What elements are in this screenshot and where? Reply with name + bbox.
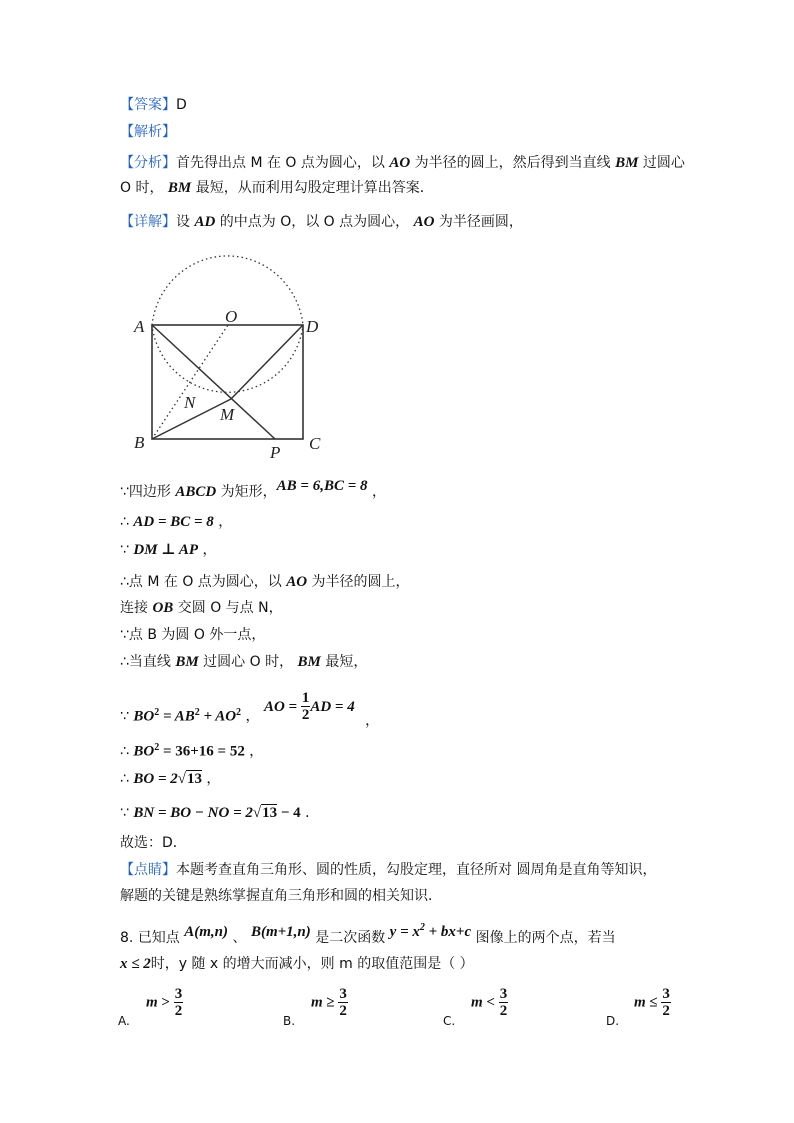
math: ≤ bbox=[645, 994, 662, 1011]
text: ∴ bbox=[120, 771, 134, 787]
xiangjie-label: 【详解】 bbox=[120, 214, 176, 230]
text: 本题考查直角三角形、圆的性质，勾股定理，直径所对 圆周角是直角等知识， bbox=[176, 862, 657, 878]
label-o: O bbox=[225, 307, 238, 326]
fraction bbox=[661, 986, 671, 1019]
text: 解题的关键是熟练掌握直角三角形和圆的相关知识． bbox=[120, 888, 442, 904]
xiangjie-line bbox=[120, 212, 523, 232]
dianjing-line-1 bbox=[120, 860, 656, 880]
text: ， bbox=[201, 771, 221, 787]
step-4 bbox=[120, 572, 410, 592]
equation-4: ∵ BN = BO − NO = 2√13 − 4 ． bbox=[120, 805, 320, 821]
fraction bbox=[338, 986, 348, 1019]
option-expression bbox=[146, 986, 183, 1019]
segment-dm bbox=[231, 325, 303, 399]
fraction bbox=[499, 986, 509, 1019]
ao-expression bbox=[263, 690, 355, 723]
numerator: 3 bbox=[174, 986, 183, 1002]
option-label: C. bbox=[443, 1014, 456, 1028]
denominator: 2 bbox=[301, 707, 310, 723]
option-label: A. bbox=[118, 1014, 130, 1028]
text: 为半径画圆， bbox=[434, 214, 523, 230]
text: 故选：D． bbox=[120, 835, 187, 851]
math: AD bbox=[194, 214, 216, 230]
function-expression: $y = x^2 + bx+c$ bbox=[389, 922, 472, 940]
math: DM ⊥ AP bbox=[133, 542, 199, 558]
label-m: M bbox=[220, 405, 235, 424]
math: + bx+c bbox=[424, 924, 472, 940]
math: − 4 bbox=[277, 805, 301, 821]
text: 交圆 O 与点 N， bbox=[173, 600, 283, 616]
fenxi-line-1 bbox=[120, 153, 685, 173]
math: ≥ bbox=[322, 994, 339, 1011]
denominator: 2 bbox=[339, 1003, 347, 1019]
dianjing-line-2 bbox=[120, 886, 442, 906]
text: ∵ bbox=[120, 542, 134, 558]
text: 设 bbox=[176, 214, 195, 230]
math: BO = 2 bbox=[133, 771, 178, 787]
text: 过圆心 O 时， bbox=[198, 654, 298, 670]
text: O 时， bbox=[120, 180, 168, 196]
question-line-1 bbox=[120, 924, 616, 948]
text: ， bbox=[198, 542, 217, 558]
step-1 bbox=[120, 478, 386, 502]
math: AO bbox=[286, 574, 308, 590]
math: BM bbox=[615, 155, 639, 171]
geometry-diagram bbox=[120, 240, 340, 470]
text: ∴点 M 在 O 点为圆心，以 bbox=[120, 574, 287, 590]
math: A(m,n) bbox=[184, 924, 229, 940]
circle-lower-arc bbox=[152, 325, 303, 392]
segment-ap bbox=[152, 325, 275, 439]
label-a: A bbox=[134, 317, 145, 336]
text: ∵点 B 为圆 O 外一点， bbox=[120, 627, 266, 643]
text: 连接 bbox=[120, 600, 153, 616]
math: x ≤ 2 bbox=[120, 956, 151, 972]
text: ∴当直线 bbox=[120, 654, 176, 670]
text: 时，y 随 x 的增大而减小，则 m 的取值范围是（ ） bbox=[150, 956, 474, 972]
math: AD = BC = 8 bbox=[133, 514, 214, 530]
math: BM bbox=[297, 654, 321, 670]
fenxi-line-2 bbox=[120, 178, 434, 198]
math: m bbox=[146, 994, 158, 1011]
math: BM bbox=[175, 654, 199, 670]
option-expression bbox=[634, 986, 671, 1019]
equation-1: ∵ $BO^2 = AB^2 + AO^2$ ， AO = $\frac{1}{2}$ AD = 4 ， bbox=[120, 690, 380, 729]
text: ∵ bbox=[120, 805, 134, 821]
label-b: B bbox=[134, 433, 145, 452]
step-6 bbox=[120, 625, 265, 645]
step-3 bbox=[120, 540, 217, 560]
step-7 bbox=[120, 652, 367, 672]
math: BO bbox=[133, 708, 155, 725]
analysis-heading bbox=[120, 122, 176, 142]
math: BN = BO − NO = 2 bbox=[133, 805, 253, 821]
text: 为半径的圆上， bbox=[307, 574, 410, 590]
text: 最短， bbox=[320, 654, 368, 670]
text: 最短，从而利用勾股定理计算出答案． bbox=[191, 180, 434, 196]
math: AO bbox=[389, 155, 411, 171]
equation-3: ∴ BO = 2√13 ， bbox=[120, 771, 221, 787]
text: 已知点 bbox=[137, 930, 185, 946]
math: = AB bbox=[159, 708, 195, 725]
fraction bbox=[301, 690, 311, 723]
answer-value: D bbox=[176, 97, 187, 113]
math: AO = bbox=[263, 698, 301, 715]
numerator: 3 bbox=[662, 986, 670, 1002]
label-d: D bbox=[306, 317, 319, 336]
text: 图像上的两个点，若当 bbox=[471, 930, 616, 946]
radicand: 13 bbox=[186, 771, 202, 787]
text: 为矩形， bbox=[216, 484, 277, 500]
numerator: 3 bbox=[499, 986, 508, 1002]
radicand: 13 bbox=[262, 805, 278, 821]
numerator: 1 bbox=[301, 690, 310, 706]
equation-2: ∴ $BO^2 = 36+16 = 52$ ， bbox=[120, 742, 264, 760]
text: 为半径的圆上，然后得到当直线 bbox=[410, 155, 616, 171]
analysis-label: 【解析】 bbox=[120, 124, 176, 140]
math: m bbox=[311, 994, 323, 1011]
denominator: 2 bbox=[174, 1003, 183, 1019]
math: ABCD bbox=[175, 484, 217, 500]
answer-label: 【答案】 bbox=[120, 97, 176, 113]
text: 首先得出点 M 在 O 点为圆心，以 bbox=[176, 155, 390, 171]
text: ， bbox=[367, 484, 386, 500]
text: ， bbox=[360, 712, 380, 729]
math: m bbox=[471, 994, 483, 1011]
text: 的中点为 O，以 O 点为圆心， bbox=[215, 214, 414, 230]
option-label: D. bbox=[606, 1014, 620, 1028]
label-p: P bbox=[270, 443, 281, 462]
dianjing-label: 【点睛】 bbox=[120, 862, 176, 878]
step-5 bbox=[120, 598, 283, 618]
fenxi-label: 【分析】 bbox=[120, 155, 176, 171]
text: ∴ bbox=[120, 743, 134, 760]
option-expression bbox=[311, 986, 348, 1019]
text: 过圆心 bbox=[638, 155, 685, 171]
math: AB = 6,BC = 8 bbox=[276, 478, 368, 494]
math: BO bbox=[133, 743, 155, 760]
denominator: 2 bbox=[662, 1003, 670, 1019]
text: ∵四边形 bbox=[120, 484, 176, 500]
math: B(m+1,n) bbox=[250, 924, 311, 940]
option-expression bbox=[471, 986, 508, 1019]
math: < bbox=[482, 994, 499, 1011]
math: OB bbox=[152, 600, 174, 616]
math: m bbox=[634, 994, 646, 1011]
option-label: B. bbox=[283, 1014, 296, 1028]
math: BM bbox=[167, 180, 192, 196]
label-n: N bbox=[184, 393, 196, 412]
step-2 bbox=[120, 512, 232, 532]
text: ， bbox=[213, 514, 233, 530]
math: y = x bbox=[389, 924, 420, 940]
choose-line bbox=[120, 833, 187, 853]
text: ． bbox=[300, 805, 320, 821]
segment-bo bbox=[152, 325, 228, 439]
text: ∵ bbox=[120, 708, 134, 725]
text: ， bbox=[244, 743, 264, 760]
text: ∴ bbox=[120, 514, 134, 530]
answer-line bbox=[120, 95, 187, 115]
math: + AO bbox=[199, 708, 237, 725]
math: AD = 4 bbox=[310, 698, 355, 715]
question-number: 8. bbox=[120, 930, 134, 946]
question-line-2 bbox=[120, 954, 474, 974]
math: = 36+16 = 52 bbox=[159, 743, 245, 760]
text: ， bbox=[241, 708, 260, 725]
numerator: 3 bbox=[339, 986, 347, 1002]
fraction bbox=[174, 986, 184, 1019]
text: 、 bbox=[228, 930, 251, 946]
math: AO bbox=[413, 214, 435, 230]
denominator: 2 bbox=[499, 1003, 508, 1019]
label-c: C bbox=[309, 434, 321, 453]
text: 是二次函数 bbox=[310, 930, 390, 946]
math: > bbox=[157, 994, 174, 1011]
